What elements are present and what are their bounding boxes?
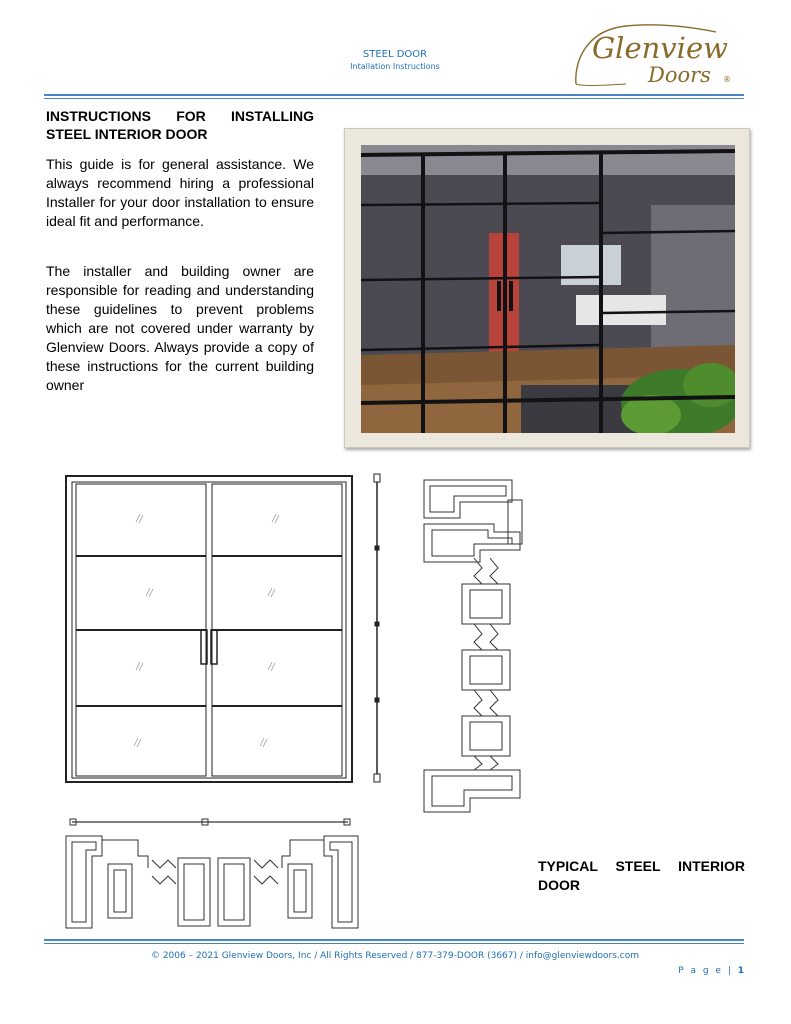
- caption-line-2: DOOR: [538, 877, 580, 893]
- logo-text-doors: Doors: [648, 63, 711, 87]
- page-heading: [46, 107, 314, 143]
- logo-registered-mark: ®: [723, 75, 731, 84]
- page-number-block: [660, 966, 746, 976]
- vertical-section-detail: [420, 472, 530, 823]
- caption-line-1: TYPICAL STEEL INTERIOR: [538, 858, 745, 874]
- footer-rule: [44, 939, 744, 941]
- header-subtitle: Intallation Instructions: [350, 62, 440, 71]
- office-photo-frame: [344, 128, 750, 448]
- door-elevation-drawing: [64, 472, 360, 793]
- glenview-logo: [566, 22, 746, 90]
- header-rule-thin: [44, 98, 744, 99]
- footer-rule-thin: [44, 943, 744, 944]
- page-label: P a g e |: [678, 966, 733, 976]
- office-photo: [361, 145, 735, 433]
- figure-caption: [538, 857, 745, 895]
- horizontal-section-detail: [62, 816, 362, 937]
- header-title: STEEL DOOR: [362, 49, 428, 60]
- header-rule: [44, 94, 744, 96]
- intro-paragraph: This guide is for general assistance. We always recommend hiring a professional Installer for your door installation to ensure ideal fit and performance.: [46, 156, 314, 229]
- heading-line-2: STEEL INTERIOR DOOR: [46, 126, 208, 142]
- door-side-profile: [366, 472, 388, 789]
- responsibility-paragraph: The installer and building owner are responsible for reading and understanding these guidelines to prevent problems which are not covered under warranty by Glenview Doors. Always provide a copy of these instructions for the current building owner: [46, 263, 314, 393]
- logo-text-glenview: Glenview: [592, 31, 728, 65]
- footer-copyright: © 2006 – 2021 Glenview Doors, Inc / All Rights Reserved / 877-379-DOOR (3667) / info@glenviewdoors.com: [150, 951, 640, 961]
- page-number: 1: [737, 966, 746, 976]
- heading-line-1: INSTRUCTIONS FOR INSTALLING: [46, 108, 314, 124]
